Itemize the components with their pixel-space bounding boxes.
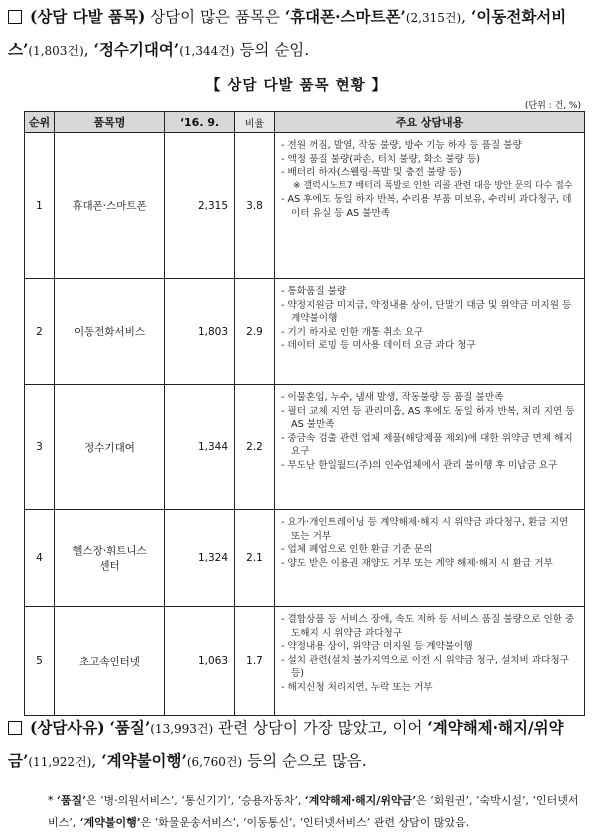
count-cell: 1,344 xyxy=(165,385,235,510)
content-cell xyxy=(275,385,585,510)
item-cell: 초고속인터넷 xyxy=(55,607,165,716)
footnote: * ‘품질’은 ‘병·의원서비스’, ‘통신기기’, ‘승용자동차’, ‘계약해제·해지/위약금’은 ‘회원권’, ‘숙박시설’, ‘인터넷서비스’, ‘계약불이행’은 ‘화물운송서비스’, ‘이동통신’, ‘인터넷서비스’ 관련 상담이 많았음. xyxy=(48,794,579,829)
count-cell: 1,324 xyxy=(165,510,235,607)
count-cell: 2,315 xyxy=(165,133,235,279)
header-rank: 순위 xyxy=(25,112,55,133)
reason-paragraph: (상담사유) ‘품질’(13,993건) 관련 상담이 가장 많았고, 이어 ‘계약해제·해지/위약금’(11,922건), ‘계약불이행’(6,760건) 등의 순으로 많음. xyxy=(8,718,564,770)
rank-cell: 1 xyxy=(25,133,55,279)
table-row xyxy=(25,510,585,607)
content-line: - 기기 하자로 인한 개통 취소 요구 xyxy=(281,326,424,338)
content-line: - 이물혼입, 누수, 냄새 발생, 작동불량 등 품질 불만족 xyxy=(281,392,504,403)
ratio-cell: 1.7 xyxy=(235,607,275,716)
rank-cell: 3 xyxy=(25,385,55,510)
intro-paragraph: (상담 다발 품목) 상담이 많은 품목은 ‘휴대폰·스마트폰’(2,315건), ‘이동전화서비스’(1,803건), ‘정수기대여’(1,344건) 등의 순임. xyxy=(8,7,567,59)
footnote-key-3: ‘계약불이행’ xyxy=(79,816,141,829)
content-line: - 해지신청 처리지연, 누락 또는 거부 xyxy=(281,681,433,693)
content-line: - 부도난 한일월드(주)의 인수업체에서 관리 불이행 후 미납금 요구 xyxy=(281,459,558,471)
table-row xyxy=(25,133,585,279)
content-cell xyxy=(275,607,585,716)
content-line: - 중금속 검출 관련 업체 제품(해당제품 제외)에 대한 위약금 면제 해지 요구 xyxy=(281,432,573,457)
ratio-cell: 2.2 xyxy=(235,385,275,510)
content-note: ※ 갤럭시노트7 배터리 폭발로 인한 리콜 관련 대응 방안 문의 다수 접수 xyxy=(293,180,573,191)
count-cell: 1,803 xyxy=(165,279,235,385)
item-cell: 헬스장·휘트니스센터 xyxy=(55,510,165,607)
content-line: - 통화품질 불량 xyxy=(281,286,347,297)
content-cell xyxy=(275,279,585,385)
table-header-row xyxy=(25,112,585,133)
table-row xyxy=(25,279,585,385)
intro-item-2: ‘이동전화서비스’ xyxy=(8,7,567,59)
content-line: - 약정지원금 미지급, 약정내용 상이, 단말기 대금 및 위약금 미지원 등 계약불이행 xyxy=(281,299,572,324)
intro-item-1: ‘휴대폰·스마트폰’ xyxy=(284,7,406,26)
footnote-key-1: ‘품질’ xyxy=(57,794,86,807)
header-ratio: 비율 xyxy=(235,112,275,133)
header-item: 품목명 xyxy=(55,112,165,133)
header-content: 주요 상담내용 xyxy=(275,112,585,133)
table-row xyxy=(25,607,585,716)
content-line: - 전원 꺼짐, 발열, 작동 불량, 방수 기능 하자 등 품질 불량 xyxy=(281,140,522,151)
reason-key-2: ‘계약해제·해지/위약금’ xyxy=(8,718,564,770)
content-cell xyxy=(275,133,585,279)
rank-cell: 4 xyxy=(25,510,55,607)
ratio-cell: 2.9 xyxy=(235,279,275,385)
content-line: - 배터리 하자(스웰링·폭발 및 충전 불량 등) xyxy=(281,167,462,178)
rank-cell: 2 xyxy=(25,279,55,385)
table-row xyxy=(25,385,585,510)
content-line: - 양도 받은 이용권 재양도 거부 또는 계약 해제·해지 시 환급 거부 xyxy=(281,557,553,569)
content-line: - 데이터 로밍 등 미사용 데이터 요금 과다 청구 xyxy=(281,340,476,351)
checkbox-square-icon xyxy=(8,721,22,735)
checkbox-square-icon xyxy=(8,10,22,24)
content-line: - 액정 품질 불량(파손, 터치 불량, 화소 불량 등) xyxy=(281,153,480,165)
reason-key-3: ‘계약불이행’ xyxy=(101,751,187,770)
intro-item-3: ‘정수기대여’ xyxy=(93,40,180,59)
reason-key-1: ‘품질’ xyxy=(109,718,151,737)
ratio-cell: 3.8 xyxy=(235,133,275,279)
ratio-cell: 2.1 xyxy=(235,510,275,607)
item-cell: 휴대폰·스마트폰 xyxy=(55,133,165,279)
item-cell: 이동전화서비스 xyxy=(55,279,165,385)
content-line: - 요가·개인트레이닝 등 계약해제·해지 시 위약금 과다청구, 환급 지연 또는 거부 xyxy=(281,517,569,542)
content-cell xyxy=(275,510,585,607)
unit-label: (단위 : 건, %) xyxy=(524,101,581,111)
rank-cell: 5 xyxy=(25,607,55,716)
intro-label: (상담 다발 품목) xyxy=(30,7,146,26)
content-line: - 설치 관련(설치 불가지역으로 이전 시 위약금 청구, 설치비 과다청구 등) xyxy=(281,654,569,679)
item-cell: 정수기대여 xyxy=(55,385,165,510)
count-cell: 1,063 xyxy=(165,607,235,716)
header-period: ‘16. 9. xyxy=(165,112,235,133)
content-line: - AS 후에도 동일 하자 반복, 수리용 부품 미보유, 수리비 과다청구, 데이터 유실 등 AS 불만족 xyxy=(281,194,572,219)
reason-label: (상담사유) xyxy=(30,718,105,737)
complaint-items-table xyxy=(24,111,585,716)
table-title: 【 상담 다발 품목 현황 】 xyxy=(205,78,388,94)
footnote-key-2: ‘계약해제·해지/위약금’ xyxy=(304,794,417,807)
content-line: - 결합상품 등 서비스 장애, 속도 저하 등 서비스 품질 불량으로 인한 중도해지 시 위약금 과다청구 xyxy=(281,614,575,639)
content-line: - 업체 폐업으로 인한 환급 기준 문의 xyxy=(281,544,433,555)
content-line: - 약정내용 상이, 위약금 미지원 등 계약불이행 xyxy=(281,641,473,652)
content-line: - 필터 교체 지연 등 관리미흡, AS 후에도 동일 하자 반복, 처리 지연 등 AS 불만족 xyxy=(281,405,575,430)
